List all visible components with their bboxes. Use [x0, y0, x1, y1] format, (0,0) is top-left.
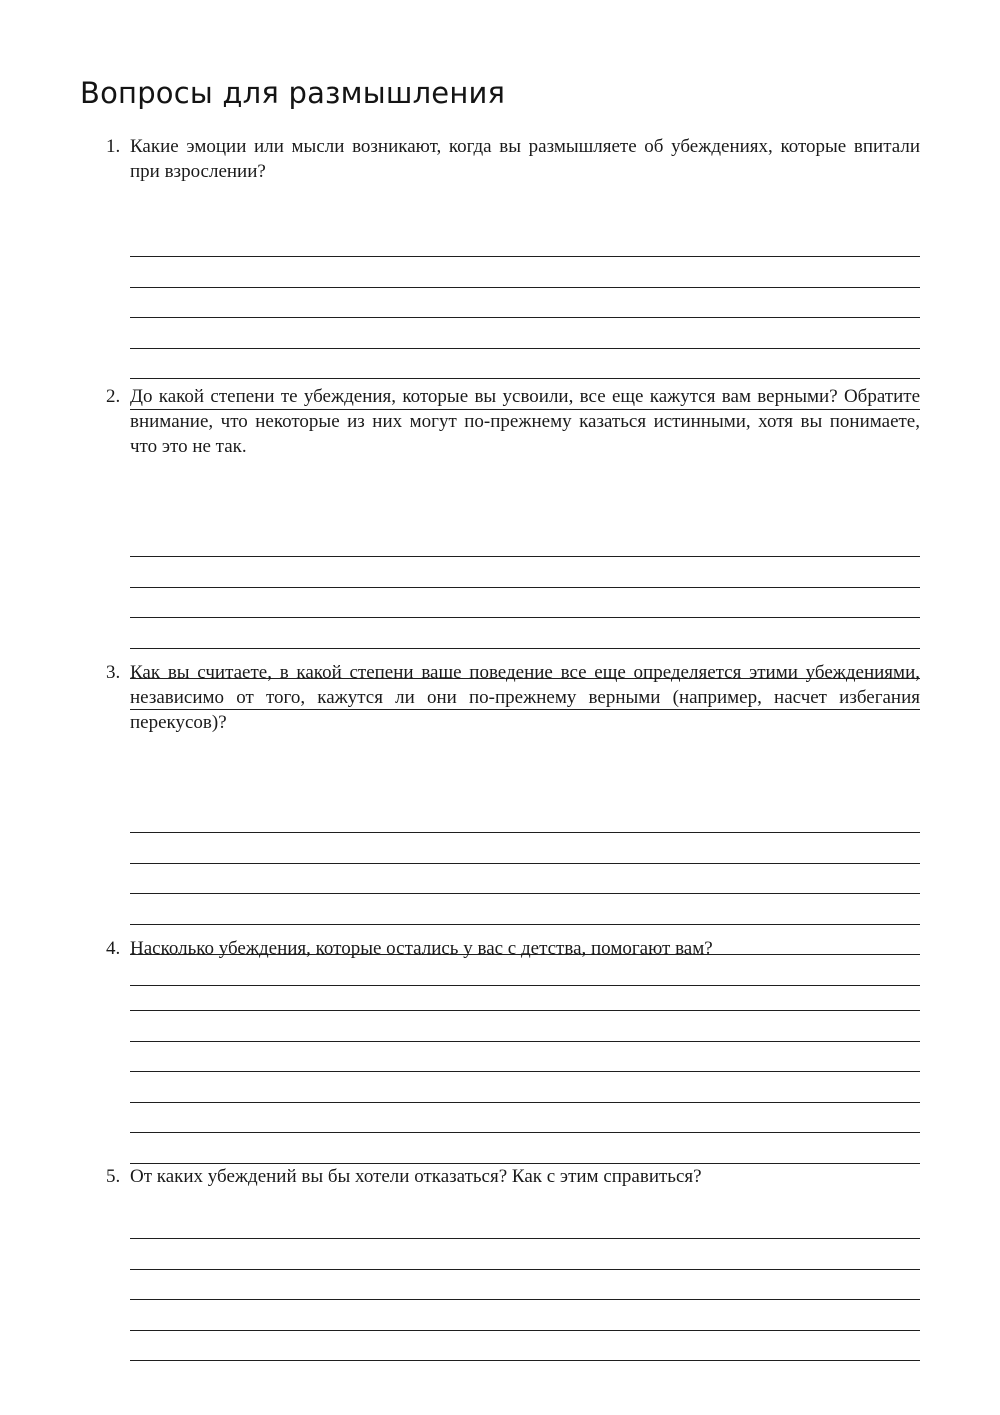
- question-number: 3.: [106, 662, 121, 683]
- question-2: [106, 384, 920, 459]
- question-number: 4.: [106, 938, 121, 959]
- question-1: [106, 134, 920, 184]
- answer-line: [130, 256, 920, 257]
- question-5: [106, 1164, 920, 1189]
- answer-line: [130, 617, 920, 618]
- answer-line: [130, 1041, 920, 1042]
- answer-line: [130, 378, 920, 379]
- answer-line: [130, 863, 920, 864]
- question-text: [106, 936, 920, 961]
- question-body: Насколько убеждения, которые остались у вас с детства, помогают вам?: [130, 938, 713, 959]
- answer-line: [130, 985, 920, 986]
- answer-line: [130, 832, 920, 833]
- question-number: 5.: [106, 1166, 121, 1187]
- answer-line: [130, 1132, 920, 1133]
- answer-line: [130, 587, 920, 588]
- page-title: Вопросы для размышления: [80, 76, 506, 110]
- question-number: 2.: [106, 386, 121, 407]
- question-text: [106, 1164, 920, 1189]
- question-4: [106, 936, 920, 961]
- question-text: [106, 384, 920, 459]
- answer-line: [130, 348, 920, 349]
- answer-line: [130, 1102, 920, 1103]
- question-body: Как вы считаете, в какой степени ваше поведение все еще определяется этими убеждениями, независимо от того, кажутся ли они по-прежнему верными (например, насчет избегания перекусов)?: [130, 662, 920, 733]
- question-body: До какой степени те убеждения, которые вы усвоили, все еще кажутся вам верными? Обратите внимание, что некоторые из них могут по-прежнему казаться истинными, хотя вы понимаете, что это не так.: [130, 386, 920, 457]
- answer-line: [130, 287, 920, 288]
- question-text: [106, 660, 920, 735]
- answer-line: [130, 1330, 920, 1331]
- answer-line: [130, 1071, 920, 1072]
- question-3: [106, 660, 920, 735]
- question-text: [106, 134, 920, 184]
- answer-line: [130, 556, 920, 557]
- answer-line: [130, 1299, 920, 1300]
- answer-line: [130, 924, 920, 925]
- answer-line: [130, 1360, 920, 1361]
- question-number: 1.: [106, 136, 121, 157]
- question-body: Какие эмоции или мысли возникают, когда вы размышляете об убеждениях, которые впитали при взрослении?: [130, 136, 920, 182]
- answer-line: [130, 317, 920, 318]
- answer-line: [130, 893, 920, 894]
- answer-line: [130, 648, 920, 649]
- answer-line: [130, 1010, 920, 1011]
- answer-line: [130, 1238, 920, 1239]
- answer-line: [130, 1269, 920, 1270]
- question-body: От каких убеждений вы бы хотели отказаться? Как с этим справиться?: [130, 1166, 702, 1187]
